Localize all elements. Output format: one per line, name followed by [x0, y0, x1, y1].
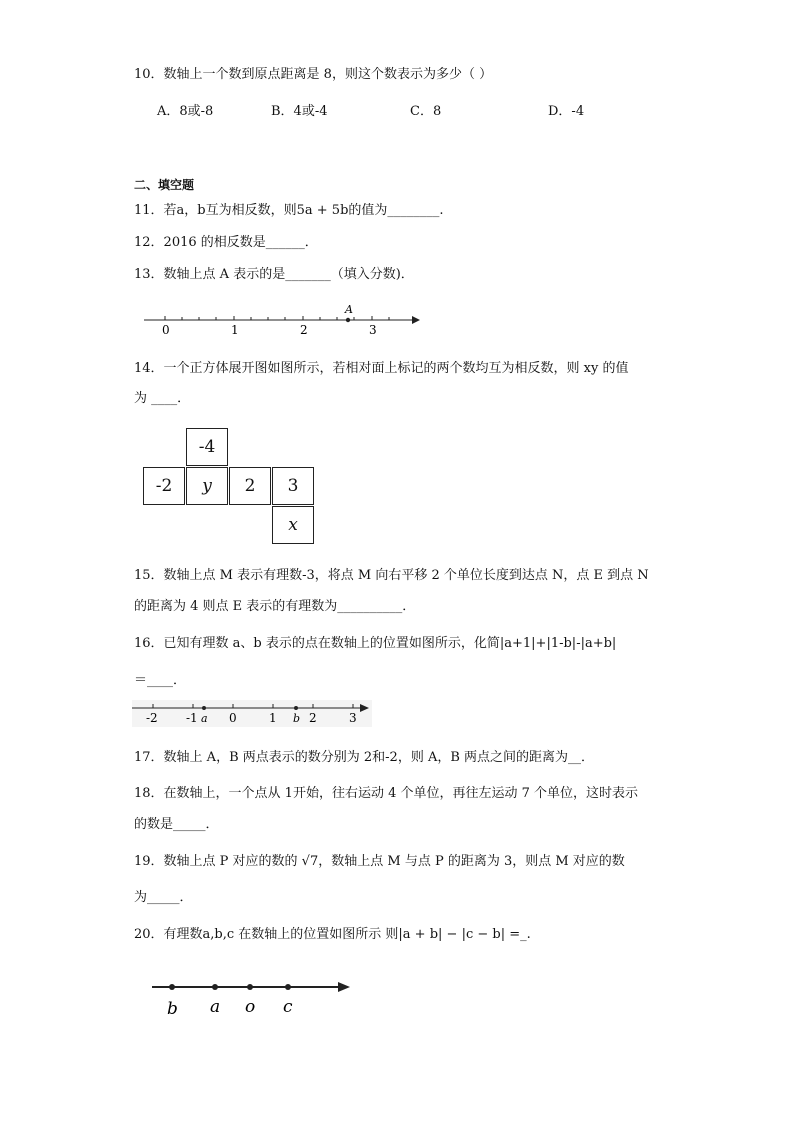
tick-label-1: 1 — [269, 711, 277, 725]
q19-line2: 为_____． — [134, 890, 193, 905]
tick-label-3: 3 — [369, 323, 377, 337]
q16-line2: ＝____． — [134, 673, 187, 688]
q14-line1: 14．一个正方体展开图如图所示，若相对面上标记的两个数均互为相反数，则 xy 的值 — [134, 361, 629, 376]
tick-label-0: 0 — [229, 711, 237, 725]
q20-number-line — [150, 972, 356, 1018]
net-cell-3: 2 — [229, 467, 271, 505]
tick-label-2: 2 — [309, 711, 317, 725]
point-b — [294, 706, 298, 710]
q17: 17．数轴上 A，B 两点表示的数分别为 2和-2，则 A，B 两点之间的距离为__． — [134, 750, 595, 765]
q13: 13．数轴上点 A 表示的是_______（填入分数)． — [134, 267, 414, 282]
net-cell-bottom: x — [272, 506, 314, 544]
tick-label-neg2: -2 — [146, 711, 158, 725]
tick-label-3: 3 — [349, 711, 357, 725]
q19-line1: 19．数轴上点 P 对应的数的 √7，数轴上点 M 与点 P 的距离为 3，则点 M 对应的数 — [134, 854, 625, 869]
arrow-icon — [338, 982, 350, 992]
q20: 20．有理数a,b,c 在数轴上的位置如图所示 则|a + b| − |c − b| =_. — [134, 927, 531, 942]
q18-line2: 的数是_____． — [134, 817, 219, 832]
q16-line1: 16．已知有理数 a、b 表示的点在数轴上的位置如图所示，化简|a+1|+|1-b|-|a+b| — [134, 636, 617, 651]
q16-number-line — [132, 700, 374, 728]
label-a: a — [210, 997, 221, 1017]
net-cell-top: -4 — [186, 428, 228, 466]
q10-option-a: A．8或-8 — [157, 104, 214, 119]
tick-label-0: 0 — [162, 323, 170, 337]
q10-stem: 10．数轴上一个数到原点距离是 8，则这个数表示为多少（ ） — [134, 67, 493, 82]
tick-label-2: 2 — [300, 323, 308, 337]
q10-option-d: D．-4 — [548, 104, 585, 119]
section-title: 二、填空题 — [134, 178, 195, 192]
point-o — [247, 984, 253, 990]
q13-number-line — [140, 300, 425, 340]
point-a-label: A — [345, 303, 353, 316]
point-a — [212, 984, 218, 990]
q14-line2: 为 ____． — [134, 391, 191, 406]
point-b-label: b — [293, 712, 301, 725]
point-a — [202, 706, 206, 710]
q10-option-b: B．4或-4 — [271, 104, 328, 119]
point-c — [285, 984, 291, 990]
net-cell-1: -2 — [143, 467, 185, 505]
q15-line2: 的距离为 4 则点 E 表示的有理数为__________． — [134, 599, 416, 614]
label-o: o — [245, 997, 256, 1017]
q15-line1: 15．数轴上点 M 表示有理数-3，将点 M 向右平移 2 个单位长度到达点 N，点 E 到点 N — [134, 568, 649, 583]
net-cell-4: 3 — [272, 467, 314, 505]
q11: 11．若a，b互为相反数，则5a + 5b的值为________. — [134, 203, 444, 218]
q12: 12．2016 的相反数是______． — [134, 235, 318, 250]
point-b — [169, 984, 175, 990]
point-a — [346, 318, 350, 322]
q18-line1: 18．在数轴上，一个点从 1开始，往右运动 4 个单位，再往左运动 7 个单位，这时表示 — [134, 786, 639, 801]
label-b: b — [167, 999, 178, 1018]
net-cell-2: y — [186, 467, 228, 505]
label-c: c — [283, 997, 293, 1017]
point-a-label: a — [201, 712, 208, 725]
q10-option-c: C．8 — [410, 104, 442, 119]
tick-label-1: 1 — [231, 323, 239, 337]
tick-label-neg1: -1 — [186, 711, 198, 725]
arrow-icon — [412, 316, 420, 324]
